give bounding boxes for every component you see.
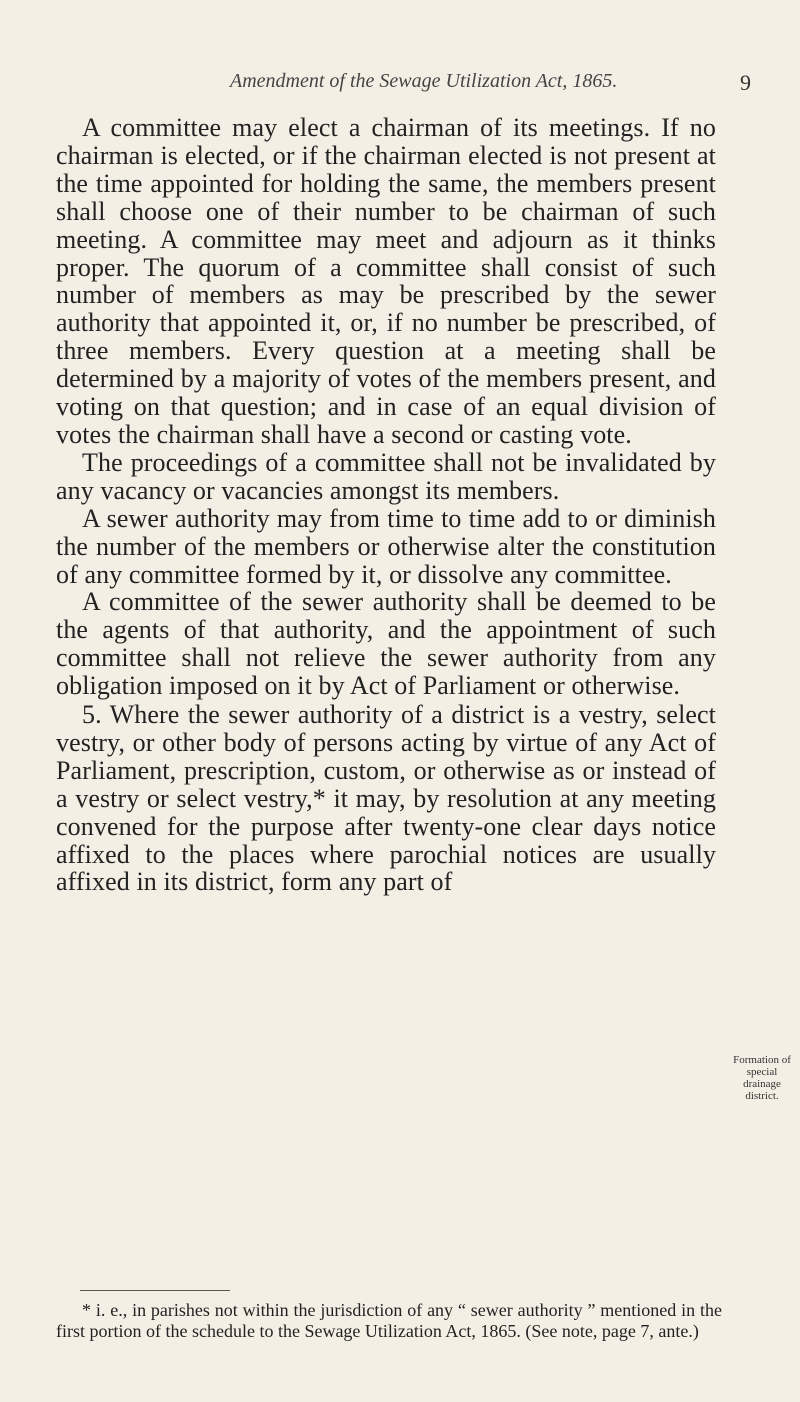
paragraph-vacancies: The proceedings of a committee shall not be invalidated by any vacancy or vacancies amongst its members. xyxy=(56,447,716,505)
paragraph-constitution: A sewer authority may from time to time add to or diminish the number of the members or otherwise alter the constitution of any committee formed by it, or dissolve any committee. xyxy=(56,503,716,589)
footnote: * i. e., in parishes not within the jurisdiction of any “ sewer authority ” mentioned in the first portion of the schedule to the Sewage Utilization Act, 1865. (See note, page 7, ante.) xyxy=(56,1300,722,1341)
marginal-note: Formation of special drainage district. xyxy=(733,1054,791,1102)
footnote-rule xyxy=(80,1290,230,1291)
page-number: 9 xyxy=(740,70,751,95)
paragraph-committee-chairman: A committee may elect a chairman of its meetings. If no chairman is elected, or if the chairman elected is not present at the time appointed for holding the same, the members present shall choose one of their number to be chairman of such meeting. A committee may meet and adjourn as it thinks proper. The quorum of a committee shall consist of such number of members as may be prescribed by the sewer authority that appointed it, or, if no number be prescribed, of three members. Every question at a meeting shall be determined by a majority of votes of the members present, and voting on that question; and in case of an equal division of votes the chairman shall have a second or casting vote. xyxy=(56,113,716,449)
paragraph-section-5: 5. Where the sewer authority of a district is a vestry, select vestry, or other body of persons acting by virtue of any Act of Parliament, prescription, custom, or otherwise as or instead of a vestry or select vestry,* it may, by resolution at any meeting convened for the purpose after twenty-one clear days notice affixed to the places where parochial notices are usually affixed in its district, form any part of xyxy=(56,700,716,897)
paragraph-agents: A committee of the sewer authority shall be deemed to be the agents of that authority, and the appointment of such committee shall not relieve the sewer authority from any obligation imposed on it by Act of Parliament or otherwise. xyxy=(56,587,716,701)
running-head: Amendment of the Sewage Utilization Act, 1865. xyxy=(230,70,618,92)
body-text xyxy=(56,114,716,896)
